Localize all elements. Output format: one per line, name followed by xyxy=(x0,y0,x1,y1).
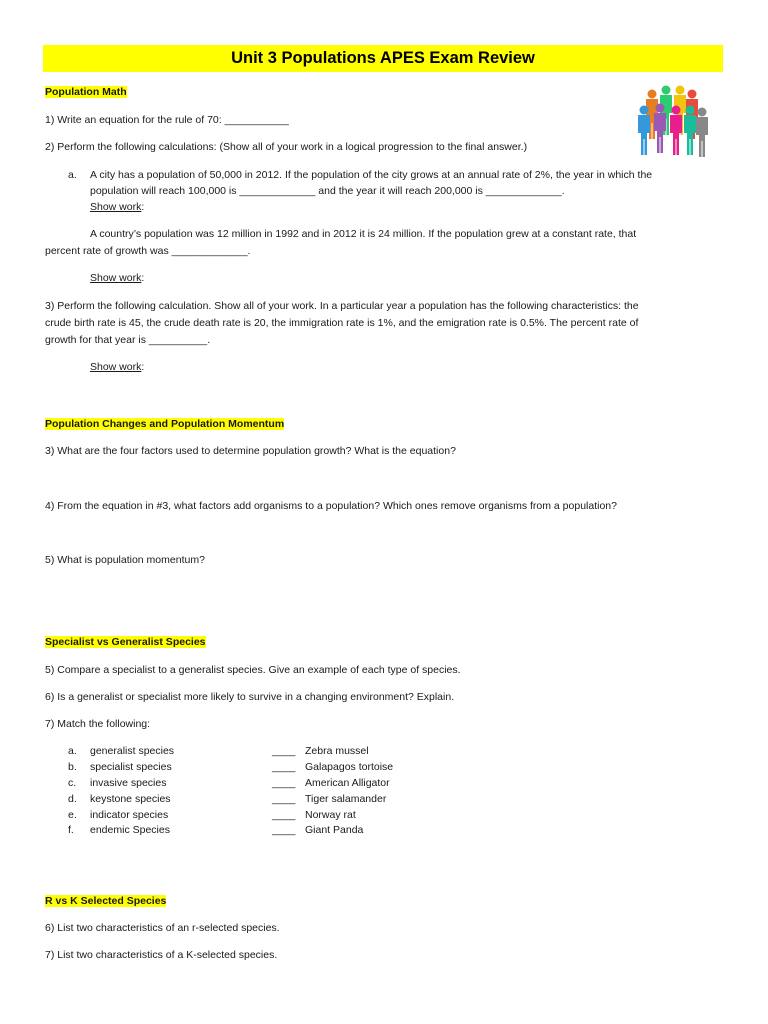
match-term: invasive species xyxy=(90,777,167,789)
question-2b-line-1: A country’s population was 12 million in 1992 and in 2012 it is 24 million. If the population grew at a constant rate, that xyxy=(90,228,637,240)
question-2b-line-2: percent rate of growth was _____________. xyxy=(45,245,251,257)
match-letter: c. xyxy=(68,777,77,789)
question-3-line-2: crude birth rate is 45, the crude death rate is 20, the immigration rate is 1%, and the emigration rate is 0.5%. The percent rate of xyxy=(45,317,639,329)
match-blank: ____ xyxy=(272,761,296,773)
question-4: 4) From the equation in #3, what factors add organisms to a population? Which ones remove organisms from a population? xyxy=(45,500,617,512)
match-letter: b. xyxy=(68,761,77,773)
section-heading-population-math: Population Math xyxy=(45,86,127,98)
show-work-label: Show work: xyxy=(90,201,145,213)
question-2: 2) Perform the following calculations: (Show all of your work in a logical progression to the final answer.) xyxy=(45,141,528,153)
match-term: keystone species xyxy=(90,793,171,805)
question-2a-line-1: A city has a population of 50,000 in 2012. If the population of the city grows at an annual rate of 2%, the year in which the xyxy=(90,169,653,181)
section-heading-population-changes: Population Changes and Population Momentum xyxy=(45,418,285,430)
question-6-environment: 6) Is a generalist or specialist more likely to survive in a changing environment? Explain. xyxy=(45,691,455,703)
match-term: indicator species xyxy=(90,809,169,821)
page-title: Unit 3 Populations APES Exam Review xyxy=(43,45,723,72)
match-term: specialist species xyxy=(90,761,172,773)
match-letter: f. xyxy=(68,824,74,836)
question-6-r-selected: 6) List two characteristics of an r-selected species. xyxy=(45,922,280,934)
match-answer: Giant Panda xyxy=(305,824,364,836)
question-7-match: 7) Match the following: xyxy=(45,718,151,730)
list-marker-a: a. xyxy=(68,169,77,181)
match-blank: ____ xyxy=(272,793,296,805)
match-answer: Tiger salamander xyxy=(305,793,387,805)
show-work-label: Show work: xyxy=(90,272,145,284)
match-blank: ____ xyxy=(272,745,296,757)
match-answer: Galapagos tortoise xyxy=(305,761,394,773)
question-5-compare: 5) Compare a specialist to a generalist species. Give an example of each type of species. xyxy=(45,664,461,676)
question-2a-line-2: population will reach 100,000 is _____________ and the year it will reach 200,000 is _____________. xyxy=(90,185,565,197)
match-blank: ____ xyxy=(272,809,296,821)
match-answer: American Alligator xyxy=(305,777,390,789)
match-blank: ____ xyxy=(272,824,296,836)
show-work-label: Show work: xyxy=(90,361,145,373)
match-letter: a. xyxy=(68,745,77,757)
match-answer: Zebra mussel xyxy=(305,745,369,757)
question-3-factors: 3) What are the four factors used to determine population growth? What is the equation? xyxy=(45,445,456,457)
match-letter: e. xyxy=(68,809,77,821)
question-1: 1) Write an equation for the rule of 70: ___________ xyxy=(45,114,289,126)
question-3-line-1: 3) Perform the following calculation. Show all of your work. In a particular year a population has the following characteristics: the xyxy=(45,300,639,312)
question-7-k-selected: 7) List two characteristics of a K-selected species. xyxy=(45,949,278,961)
match-answer: Norway rat xyxy=(305,809,356,821)
match-term: generalist species xyxy=(90,745,175,757)
match-term: endemic Species xyxy=(90,824,170,836)
section-heading-r-vs-k: R vs K Selected Species xyxy=(45,895,167,907)
question-5-momentum: 5) What is population momentum? xyxy=(45,554,205,566)
match-blank: ____ xyxy=(272,777,296,789)
section-heading-specialist-generalist: Specialist vs Generalist Species xyxy=(45,636,206,648)
question-3-line-3: growth for that year is __________. xyxy=(45,334,211,346)
people-group-icon xyxy=(630,80,712,160)
match-letter: d. xyxy=(68,793,77,805)
